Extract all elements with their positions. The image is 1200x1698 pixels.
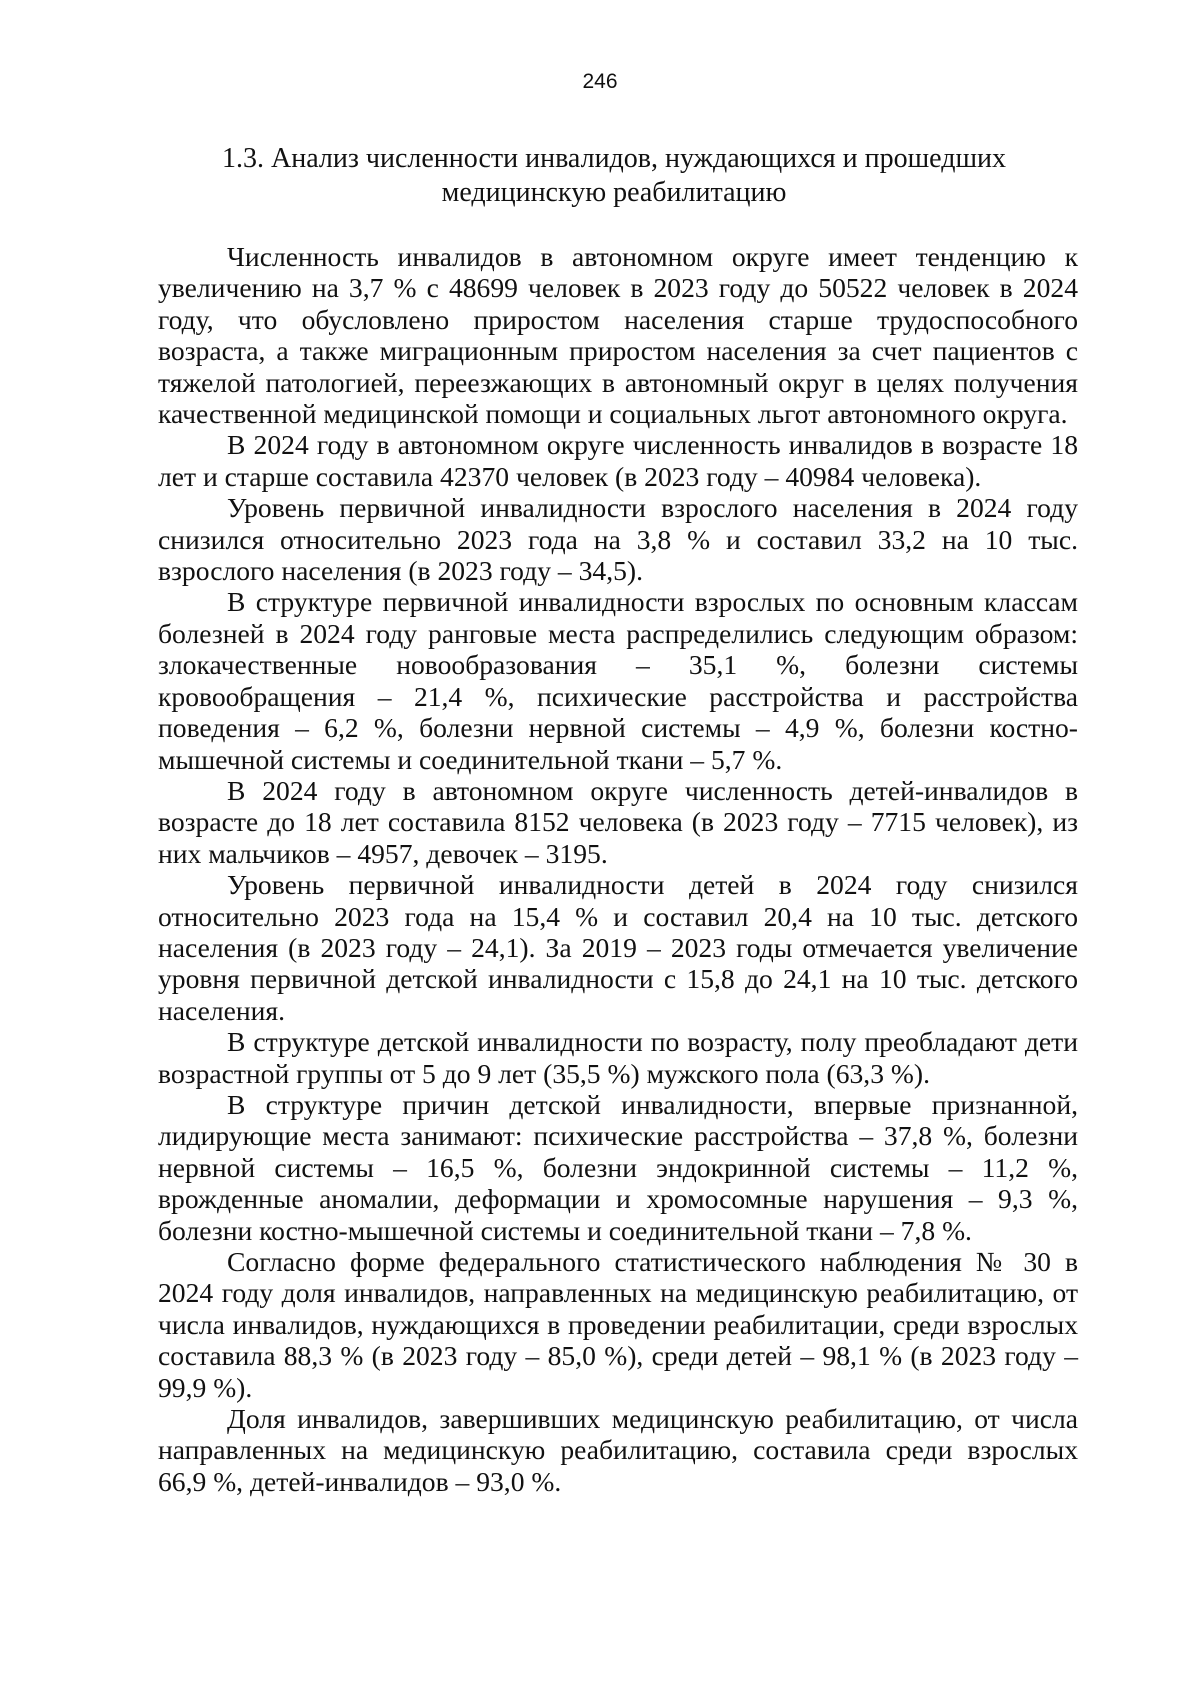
section-title-line-1: 1.3. Анализ численности инвалидов, нуждающихся и прошедших [222, 143, 1006, 174]
paragraph-child-disability-causes: В структуре причин детской инвалидности, впервые признанной, лидирующие места занимают: психические расстройства – 37,8 %, болезни нервной системы – 16,5 %, болезни эндокринной системы – 11,2 %, врожденные аномалии, деформации и хромосомные нарушения – 9,3 %, болезни костно-мышечной системы и соединительной ткани – 7,8 %. [158, 1088, 1078, 1246]
body-text [158, 241, 1078, 1497]
paragraph-rehabilitation-completion-share: Доля инвалидов, завершивших медицинскую реабилитацию, от числа направленных на медицинскую реабилитацию, составила среди взрослых 66,9 %, детей-инвалидов – 93,0 %. [158, 1403, 1078, 1497]
paragraph-adult-disabled-count: В 2024 году в автономном округе численность инвалидов в возрасте 18 лет и старше составила 42370 человек (в 2023 году – 40984 человека). [158, 429, 1078, 492]
paragraph-rehabilitation-referral-share: Согласно форме федерального статистического наблюдения № 30 в 2024 году доля инвалидов, направленных на медицинскую реабилитацию, от числа инвалидов, нуждающихся в проведении реабилитации, среди взрослых составила 88,3 % (в 2023 году – 85,0 %), среди детей – 98,1 % (в 2023 году – 99,9 %). [158, 1246, 1078, 1403]
paragraph-adult-primary-disability-rate: Уровень первичной инвалидности взрослого населения в 2024 году снизился относительно 2023 года на 3,8 % и составил 33,2 на 10 тыс. взрослого населения (в 2023 году – 34,5). [158, 492, 1078, 587]
paragraph-disabled-population-growth: Численность инвалидов в автономном округе имеет тенденцию к увеличению на 3,7 % с 48699 человек в 2023 году до 50522 человек в 2024 году, что обусловлено приростом населения старше трудоспособного возраста, а также миграционным приростом населения за счет пациентов с тяжелой патологией, переезжающих в автономный округ в целях получения качественной медицинской помощи и социальных льгот автономного округа. [158, 241, 1078, 430]
paragraph-disabled-children-count: В 2024 году в автономном округе численность детей-инвалидов в возрасте до 18 лет составила 8152 человека (в 2023 году – 7715 человек), из них мальчиков – 4957, девочек – 3195. [158, 774, 1078, 869]
section-title-line-2: медицинскую реабилитацию [441, 177, 787, 208]
section-title [150, 142, 1078, 210]
page-number: 246 [582, 70, 618, 93]
paragraph-child-disability-age-sex: В структуре детской инвалидности по возрасту, полу преобладают дети возрастной группы от 5 до 9 лет (35,5 %) мужского пола (63,3 %). [158, 1026, 1078, 1089]
paragraph-child-primary-disability-rate: Уровень первичной инвалидности детей в 2024 году снизился относительно 2023 года на 15,4 % и составил 20,4 на 10 тыс. детского населения (в 2023 году – 24,1). За 2019 – 2023 годы отмечается увеличение уровня первичной детской инвалидности с 15,8 до 24,1 на 10 тыс. детского населения. [158, 869, 1078, 1026]
paragraph-adult-disability-structure: В структуре первичной инвалидности взрослых по основным классам болезней в 2024 году ранговые места распределились следующим образом: злокачественные новообразования – 35,1 %, болезни системы кровообращения – 21,4 %, психические расстройства и расстройства поведения – 6,2 %, болезни нервной системы – 4,9 %, болезни костно-мышечной системы и соединительной ткани – 5,7 %. [158, 586, 1078, 775]
